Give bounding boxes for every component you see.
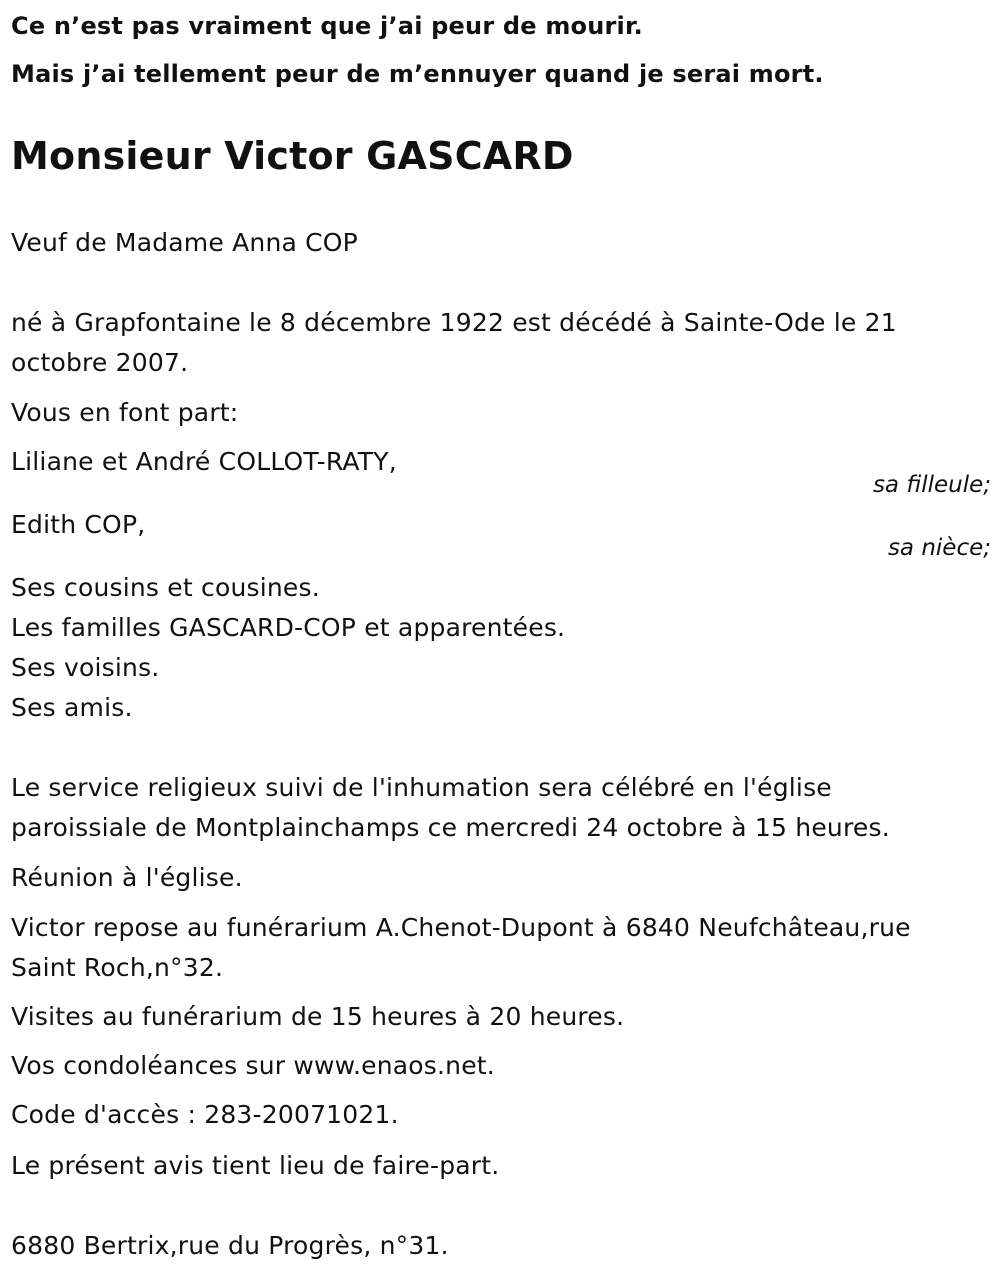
birth-death-line-2: octobre 2007. bbox=[11, 348, 189, 377]
family-member-name: Edith COP, bbox=[11, 510, 146, 539]
ceremony-line-1: Le service religieux suivi de l'inhumation sera célébré en l'église bbox=[11, 773, 832, 802]
relatives-line: Ses cousins et cousines. bbox=[11, 573, 320, 602]
rest-line-2: Saint Roch,n°32. bbox=[11, 953, 224, 982]
access-code-line: Code d'accès : 283-20071021. bbox=[11, 1100, 399, 1129]
quote-line-1: Ce n’est pas vraiment que j’ai peur de mourir. bbox=[11, 12, 643, 40]
visits-line: Visites au funérarium de 15 heures à 20 heures. bbox=[11, 1002, 625, 1031]
announcement-intro: Vous en font part: bbox=[11, 398, 239, 427]
quote-line-2: Mais j’ai tellement peur de m’ennuyer quand je serai mort. bbox=[11, 60, 824, 88]
spouse-line: Veuf de Madame Anna COP bbox=[11, 228, 358, 257]
family-member-relation: sa filleule; bbox=[872, 472, 991, 498]
birth-death-line-1: né à Grapfontaine le 8 décembre 1922 est décédé à Sainte-Ode le 21 bbox=[11, 308, 897, 337]
address-line: 6880 Bertrix,rue du Progrès, n°31. bbox=[11, 1231, 449, 1260]
relatives-line: Ses voisins. bbox=[11, 653, 160, 682]
family-member-relation: sa nièce; bbox=[887, 535, 991, 561]
rest-line-1: Victor repose au funérarium A.Chenot-Dupont à 6840 Neufchâteau,rue bbox=[11, 913, 911, 942]
deceased-name: Monsieur Victor GASCARD bbox=[11, 134, 574, 178]
condolences-line: Vos condoléances sur www.enaos.net. bbox=[11, 1051, 495, 1080]
ceremony-line-2: paroissiale de Montplainchamps ce mercredi 24 octobre à 15 heures. bbox=[11, 813, 890, 842]
notice-line: Le présent avis tient lieu de faire-part. bbox=[11, 1151, 500, 1180]
relatives-line: Les familles GASCARD-COP et apparentées. bbox=[11, 613, 566, 642]
relatives-line: Ses amis. bbox=[11, 693, 133, 722]
meeting-line: Réunion à l'église. bbox=[11, 863, 243, 892]
family-member-name: Liliane et André COLLOT-RATY, bbox=[11, 447, 397, 476]
